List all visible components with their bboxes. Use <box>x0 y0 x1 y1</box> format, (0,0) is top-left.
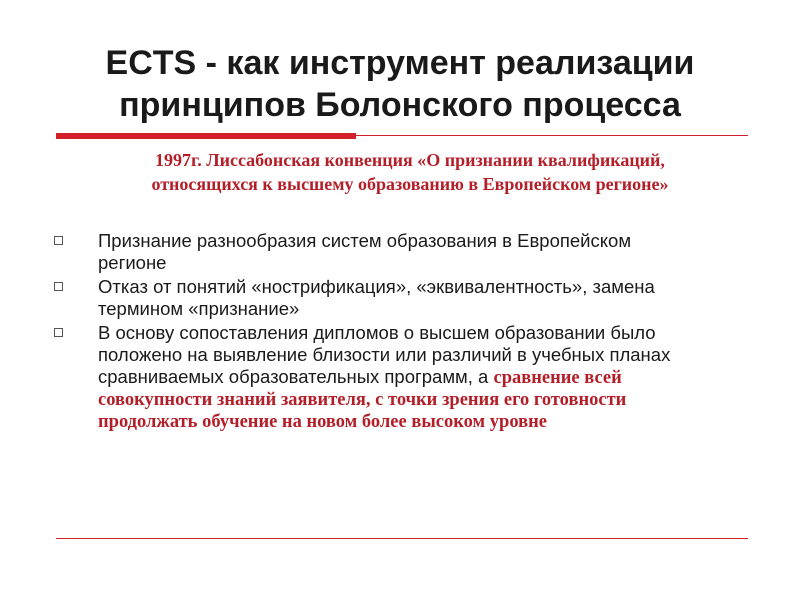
bullet-1-line-1: Признание разнообразия систем образования в Европейском <box>98 230 632 251</box>
hollow-square-bullet-icon <box>54 282 63 291</box>
slide-subtitle <box>60 148 760 196</box>
bullet-2-line-1: Отказ от понятий «нострификация», «эквивалентность», замена <box>98 276 655 297</box>
bullet-3-line-3-plain: сравниваемых образовательных программ, а <box>98 366 494 387</box>
title-underline-accent-bar <box>56 133 356 139</box>
list-item <box>52 276 752 320</box>
bullet-3-emphasis-2: совокупности знаний заявителя, с точки зрения его готовности <box>98 390 627 410</box>
footer-rule <box>56 538 748 539</box>
slide-subtitle-line-1: 1997г. Лиссабонская конвенция «О признании квалификаций, <box>155 150 665 170</box>
slide-title <box>40 42 760 126</box>
slide-title-line-1: ECTS - как инструмент реализации <box>105 44 695 82</box>
bullet-3-line-3 <box>98 366 752 389</box>
bullet-3-line-1: В основу сопоставления дипломов о высшем образовании было <box>98 322 656 343</box>
slide-title-line-2: принципов Болонского процесса <box>119 86 681 124</box>
slide-subtitle-line-2: относящихся к высшему образованию в Европейском регионе» <box>151 174 669 194</box>
title-underline-rule <box>356 135 748 136</box>
list-item <box>52 322 752 433</box>
bullet-3-emphasis-1: сравнение всей <box>493 368 622 388</box>
hollow-square-bullet-icon <box>54 236 63 245</box>
bullet-1-line-2: регионе <box>98 252 167 273</box>
hollow-square-bullet-icon <box>54 328 63 337</box>
bullet-3-emphasis-3: продолжать обучение на новом более высоком уровне <box>98 412 547 432</box>
bullet-3-line-2: положено на выявление близости или различий в учебных планах <box>98 344 671 365</box>
list-item <box>52 230 752 274</box>
bullet-2-line-2: термином «признание» <box>98 298 300 319</box>
bullet-list <box>52 230 752 435</box>
